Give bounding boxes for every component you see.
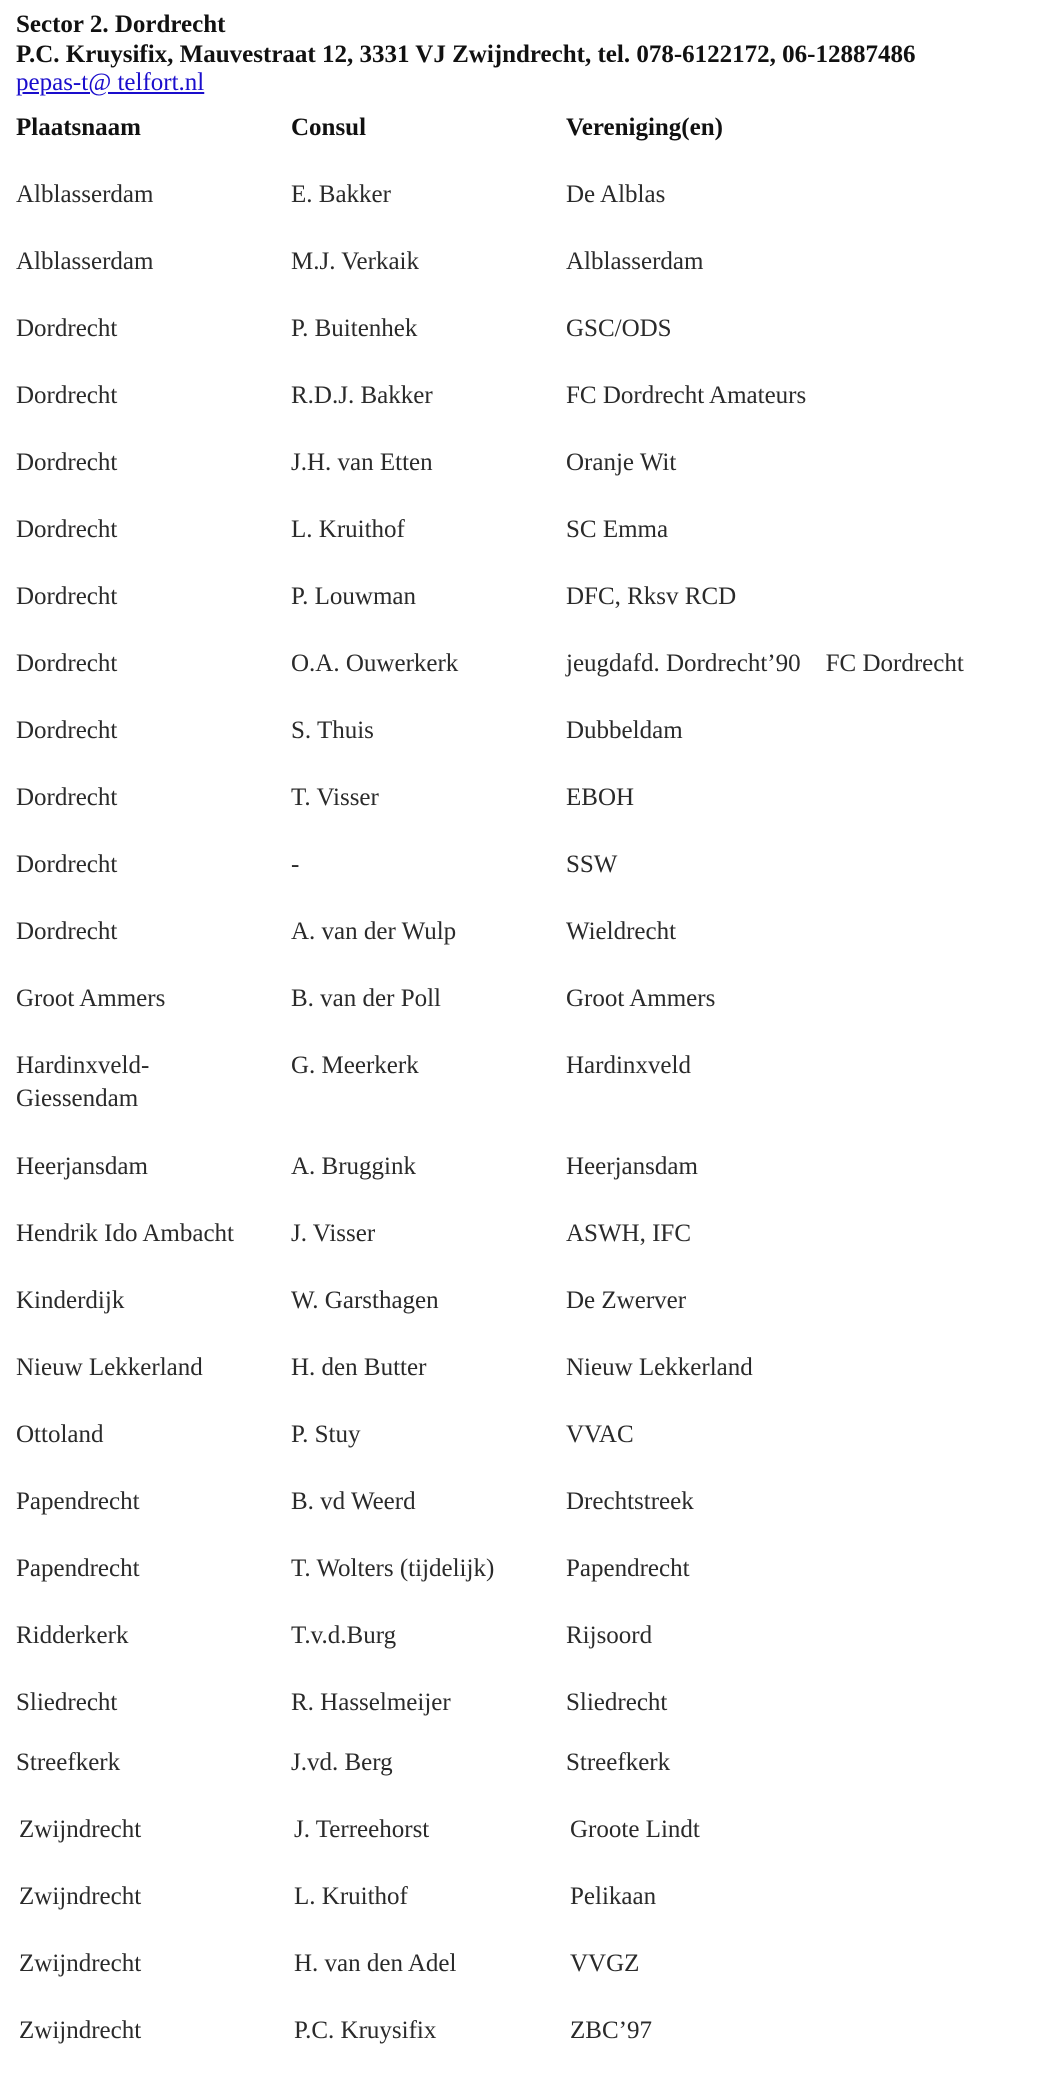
place-cell: Zwijndrecht — [19, 1816, 142, 1843]
clubs-cell: Wieldrecht — [566, 918, 677, 945]
clubs-cell: VVGZ — [570, 1950, 640, 1977]
clubs-cell: Alblasserdam — [566, 248, 704, 275]
table-row — [0, 848, 1061, 915]
table-row — [0, 1418, 1061, 1485]
table-row — [0, 1150, 1061, 1217]
consul-cell: T. Wolters (tijdelijk) — [291, 1555, 495, 1582]
consul-cell: - — [291, 851, 300, 878]
place-cell: Ridderkerk — [16, 1622, 129, 1649]
place-cell: Hendrik Ido Ambacht — [16, 1220, 235, 1247]
place-cell: Dordrecht — [16, 851, 118, 878]
table-header — [0, 114, 1061, 146]
place-cell: Ottoland — [16, 1421, 104, 1448]
place-cell: Hardinxveld- Giessendam — [16, 1052, 150, 1112]
consul-cell: T.v.d.Burg — [291, 1622, 397, 1649]
table-row — [0, 446, 1061, 513]
clubs-cell: Dubbeldam — [566, 717, 683, 744]
table-row — [0, 1619, 1061, 1686]
column-header-clubs: Vereniging(en) — [566, 114, 723, 141]
table-row — [0, 1552, 1061, 1619]
clubs-cell: jeugdafd. Dordrecht’90 FC Dordrecht — [566, 650, 964, 677]
table-row — [0, 714, 1061, 781]
consul-cell: R.D.J. Bakker — [291, 382, 433, 409]
clubs-cell: ZBC’97 — [570, 2017, 652, 2044]
place-cell: Zwijndrecht — [19, 1883, 142, 1910]
clubs-cell: EBOH — [566, 784, 635, 811]
table-row — [0, 379, 1061, 446]
table-row — [0, 1947, 1061, 2014]
table-row — [0, 312, 1061, 379]
clubs-cell: VVAC — [566, 1421, 634, 1448]
consul-cell: O.A. Ouwerkerk — [291, 650, 459, 677]
place-cell: Sliedrecht — [16, 1689, 118, 1716]
consul-cell: R. Hasselmeijer — [291, 1689, 451, 1716]
clubs-cell: Oranje Wit — [566, 449, 677, 476]
table-row — [0, 1485, 1061, 1552]
place-cell: Dordrecht — [16, 315, 118, 342]
table-row — [0, 1813, 1061, 1880]
consul-cell: P. Stuy — [291, 1421, 361, 1448]
place-cell: Dordrecht — [16, 516, 118, 543]
consul-cell: P. Buitenhek — [291, 315, 418, 342]
table-row — [0, 178, 1061, 245]
place-cell: Dordrecht — [16, 717, 118, 744]
clubs-cell: Heerjansdam — [566, 1153, 698, 1180]
clubs-cell: Sliedrecht — [566, 1689, 668, 1716]
clubs-cell: Pelikaan — [570, 1883, 657, 1910]
place-cell: Groot Ammers — [16, 985, 166, 1012]
table-row — [0, 513, 1061, 580]
document-header — [16, 10, 1056, 96]
column-header-consul: Consul — [291, 114, 367, 141]
consul-cell: P. Louwman — [291, 583, 416, 610]
consul-cell: G. Meerkerk — [291, 1052, 419, 1079]
clubs-cell: DFC, Rksv RCD — [566, 583, 737, 610]
clubs-cell: Hardinxveld — [566, 1052, 691, 1079]
place-cell: Streefkerk — [16, 1749, 121, 1776]
table-row — [0, 1049, 1061, 1150]
clubs-cell: De Alblas — [566, 181, 666, 208]
table-row — [0, 1284, 1061, 1351]
consul-cell: B. van der Poll — [291, 985, 441, 1012]
clubs-cell: Groot Ammers — [566, 985, 716, 1012]
consul-cell: S. Thuis — [291, 717, 374, 744]
consul-cell: E. Bakker — [291, 181, 391, 208]
consul-cell: A. Bruggink — [291, 1153, 416, 1180]
consul-cell: A. van der Wulp — [291, 918, 457, 945]
place-cell: Nieuw Lekkerland — [16, 1354, 203, 1381]
consul-table — [0, 178, 1061, 2081]
clubs-cell: Rijsoord — [566, 1622, 653, 1649]
consul-cell: J.H. van Etten — [291, 449, 433, 476]
place-cell: Alblasserdam — [16, 248, 154, 275]
sector-title: Sector 2. Dordrecht — [16, 11, 226, 38]
place-cell: Zwijndrecht — [19, 2017, 142, 2044]
consul-cell: T. Visser — [291, 784, 379, 811]
consul-cell: J. Terreehorst — [294, 1816, 430, 1843]
place-cell: Zwijndrecht — [19, 1950, 142, 1977]
consul-cell: B. vd Weerd — [291, 1488, 416, 1515]
table-row — [0, 1880, 1061, 1947]
clubs-cell: Groote Lindt — [570, 1816, 700, 1843]
place-cell: Dordrecht — [16, 650, 118, 677]
place-cell: Dordrecht — [16, 784, 118, 811]
place-cell: Papendrecht — [16, 1488, 140, 1515]
table-row — [0, 2014, 1061, 2081]
clubs-cell: ASWH, IFC — [566, 1220, 692, 1247]
clubs-cell: GSC/ODS — [566, 315, 672, 342]
consul-cell: H. den Butter — [291, 1354, 427, 1381]
place-cell: Dordrecht — [16, 382, 118, 409]
consul-cell: M.J. Verkaik — [291, 248, 420, 275]
place-cell: Alblasserdam — [16, 181, 154, 208]
table-row — [0, 915, 1061, 982]
place-cell: Dordrecht — [16, 449, 118, 476]
table-row — [0, 1351, 1061, 1418]
consul-cell: L. Kruithof — [294, 1883, 408, 1910]
consul-cell: H. van den Adel — [294, 1950, 457, 1977]
contact-line: P.C. Kruysifix, Mauvestraat 12, 3331 VJ Zwijndrecht, tel. 078-6122172, 06-12887486 — [16, 41, 916, 68]
clubs-cell: SC Emma — [566, 516, 669, 543]
table-row — [0, 781, 1061, 848]
table-row — [0, 1686, 1061, 1746]
clubs-cell: Papendrecht — [566, 1555, 690, 1582]
place-cell: Papendrecht — [16, 1555, 140, 1582]
table-row — [0, 982, 1061, 1049]
clubs-cell: Nieuw Lekkerland — [566, 1354, 753, 1381]
consul-cell: P.C. Kruysifix — [294, 2017, 437, 2044]
table-row — [0, 245, 1061, 312]
clubs-cell: Drechtstreek — [566, 1488, 694, 1515]
table-row — [0, 647, 1061, 714]
clubs-cell: FC Dordrecht Amateurs — [566, 382, 807, 409]
consul-cell: J. Visser — [291, 1220, 376, 1247]
clubs-cell: SSW — [566, 851, 618, 878]
consul-cell: J.vd. Berg — [291, 1749, 393, 1776]
clubs-cell: De Zwerver — [566, 1287, 687, 1314]
table-row — [0, 1746, 1061, 1813]
column-header-place: Plaatsnaam — [16, 114, 141, 141]
clubs-cell: Streefkerk — [566, 1749, 671, 1776]
consul-cell: W. Garsthagen — [291, 1287, 439, 1314]
table-row — [0, 1217, 1061, 1284]
table-row — [0, 580, 1061, 647]
place-cell: Kinderdijk — [16, 1287, 125, 1314]
consul-cell: L. Kruithof — [291, 516, 405, 543]
email-link[interactable]: pepas-t@ telfort.nl — [16, 69, 205, 96]
place-cell: Dordrecht — [16, 583, 118, 610]
place-cell: Dordrecht — [16, 918, 118, 945]
place-cell: Heerjansdam — [16, 1153, 148, 1180]
